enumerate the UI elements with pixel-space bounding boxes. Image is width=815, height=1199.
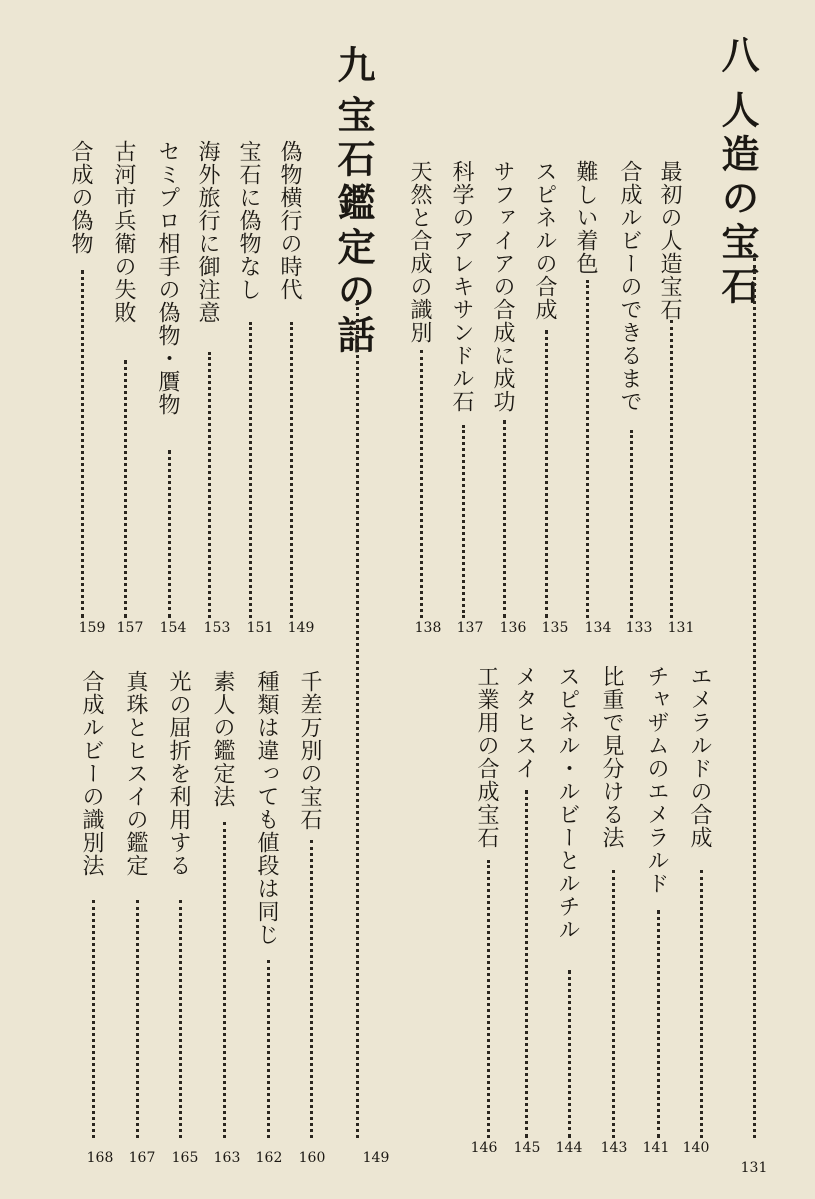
toc-entry-leader <box>630 430 633 618</box>
toc-entry-leader <box>568 970 571 1138</box>
toc-entry-title: 古河市兵衛の失敗 <box>111 140 136 324</box>
toc-entry-page: 162 <box>255 1150 283 1166</box>
toc-entry-leader <box>612 870 615 1138</box>
toc-entry-leader <box>462 425 465 618</box>
toc-entry-page: 136 <box>499 620 527 636</box>
toc-entry-title: 科学のアレキサンドル石 <box>449 160 474 413</box>
toc-entry-title: 最初の人造宝石 <box>657 160 682 321</box>
toc-entry-title: チャザムのエメラルド <box>644 665 669 895</box>
toc-entry-title: エメラルドの合成 <box>687 665 712 849</box>
chapter-9-number: 九 <box>331 45 376 89</box>
toc-entry-page: 133 <box>625 620 653 636</box>
toc-entry-leader <box>223 822 226 1138</box>
toc-entry-title: セミプロ相手の偽物・贋物 <box>155 140 180 416</box>
toc-entry-title: 素人の鑑定法 <box>210 670 235 808</box>
toc-entry-page: 149 <box>287 620 315 636</box>
toc-entry-title: 比重で見分ける法 <box>599 665 624 849</box>
toc-entry-page: 151 <box>246 620 274 636</box>
toc-entry-leader <box>136 900 139 1138</box>
toc-entry-title: 光の屈折を利用する <box>166 670 191 877</box>
toc-entry-leader <box>700 870 703 1138</box>
toc-entry-title: スピネルの合成 <box>532 160 557 321</box>
toc-entry-title: メタヒスイ <box>512 665 537 780</box>
toc-entry-title: 合成ルビーのできるまで <box>617 160 642 413</box>
toc-entry-leader <box>525 790 528 1138</box>
toc-entry-page: 159 <box>78 620 106 636</box>
toc-entry-title: スピネル・ルビーとルチル <box>555 665 580 941</box>
toc-entry-page: 144 <box>555 1140 583 1156</box>
toc-entry-page: 163 <box>213 1150 241 1166</box>
toc-entry-leader <box>168 450 171 618</box>
toc-entry-leader <box>208 352 211 618</box>
toc-entry-leader <box>545 330 548 618</box>
toc-entry-title: 合成ルビーの識別法 <box>79 670 104 877</box>
toc-entry-page: 131 <box>667 620 695 636</box>
toc-entry-page: 141 <box>642 1140 670 1156</box>
toc-entry-leader <box>267 960 270 1138</box>
chapter-8-number: 八 <box>715 35 760 79</box>
toc-entry-leader <box>179 900 182 1138</box>
toc-entry-leader <box>503 420 506 618</box>
toc-entry-title: 種類は違っても値段は同じ <box>254 670 279 946</box>
toc-entry-page: 135 <box>541 620 569 636</box>
toc-entry-title: 海外旅行に御注意 <box>195 140 220 324</box>
toc-entry-title: 難しい着色 <box>573 160 598 275</box>
toc-entry-leader <box>290 322 293 618</box>
toc-entry-title: サファイアの合成に成功 <box>490 160 515 413</box>
toc-entry-title: 千差万別の宝石 <box>297 670 322 831</box>
toc-entry-leader <box>670 320 673 618</box>
chapter-8-leader <box>753 258 756 1138</box>
toc-entry-title: 偽物横行の時代 <box>277 140 302 301</box>
toc-entry-leader <box>310 840 313 1138</box>
toc-entry-leader <box>586 280 589 618</box>
toc-entry-title: 合成の偽物 <box>68 140 93 255</box>
toc-entry-page: 143 <box>600 1140 628 1156</box>
toc-entry-page: 153 <box>203 620 231 636</box>
chapter-8-page: 131 <box>740 1160 768 1176</box>
toc-entry-page: 145 <box>513 1140 541 1156</box>
toc-entry-leader <box>657 910 660 1138</box>
toc-entry-page: 157 <box>116 620 144 636</box>
toc-entry-page: 167 <box>128 1150 156 1166</box>
chapter-9-leader <box>356 300 359 1138</box>
toc-entry-page: 134 <box>584 620 612 636</box>
toc-entry-title: 工業用の合成宝石 <box>474 665 499 849</box>
toc-entry-page: 168 <box>86 1150 114 1166</box>
toc-entry-page: 160 <box>298 1150 326 1166</box>
toc-entry-leader <box>92 900 95 1138</box>
toc-entry-page: 137 <box>456 620 484 636</box>
toc-entry-title: 天然と合成の識別 <box>407 160 432 344</box>
chapter-8-title: 人造の宝石 <box>715 90 760 310</box>
toc-entry-leader <box>249 322 252 618</box>
chapter-9-title: 宝石鑑定の話 <box>331 95 376 359</box>
toc-entry-page: 146 <box>470 1140 498 1156</box>
toc-entry-leader <box>81 270 84 618</box>
toc-entry-leader <box>420 350 423 618</box>
toc-entry-title: 真珠とヒスイの鑑定 <box>123 670 148 877</box>
toc-entry-page: 154 <box>159 620 187 636</box>
toc-entry-page: 165 <box>171 1150 199 1166</box>
chapter-9-page: 149 <box>362 1150 390 1166</box>
toc-entry-page: 138 <box>414 620 442 636</box>
toc-entry-title: 宝石に偽物なし <box>236 140 261 301</box>
toc-entry-leader <box>124 360 127 618</box>
toc-entry-page: 140 <box>682 1140 710 1156</box>
toc-entry-leader <box>487 860 490 1138</box>
